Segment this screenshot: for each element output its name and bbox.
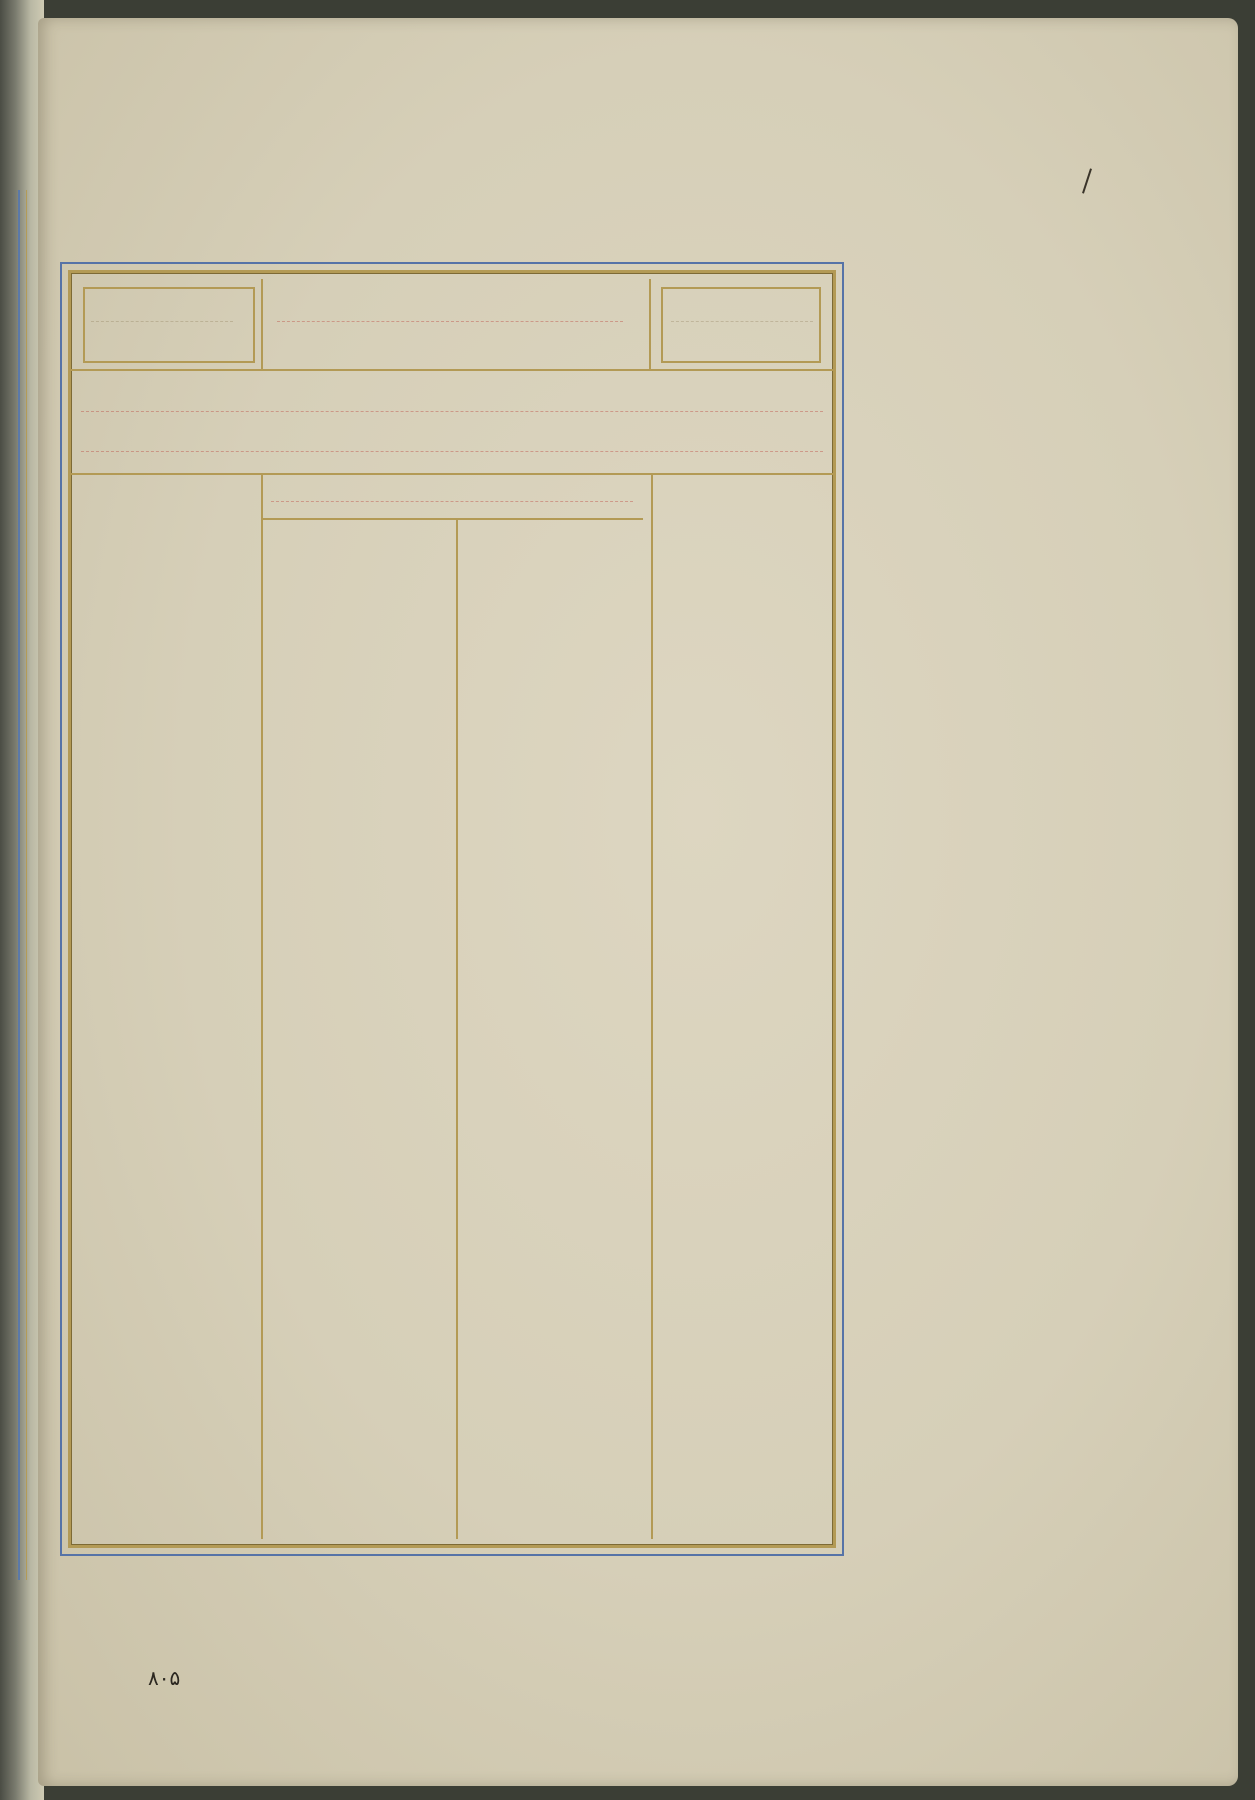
column-divider-2 bbox=[456, 518, 458, 1539]
red-band-rule bbox=[71, 473, 833, 475]
gold-ruling bbox=[68, 270, 836, 1548]
heading-box-left bbox=[83, 287, 255, 363]
heading-divider-left bbox=[261, 279, 263, 369]
text-frame bbox=[60, 262, 844, 1556]
column-divider-1 bbox=[261, 473, 263, 1539]
heading-box-right bbox=[661, 287, 821, 363]
column-divider-3 bbox=[651, 473, 653, 1539]
facing-page-ruling bbox=[18, 190, 27, 1580]
heading-rule bbox=[71, 369, 833, 371]
subheading-rule bbox=[261, 518, 643, 520]
margin-mark bbox=[1082, 168, 1092, 193]
folio-number: ۸۰۵ bbox=[148, 1666, 181, 1690]
heading-divider-right bbox=[649, 279, 651, 369]
